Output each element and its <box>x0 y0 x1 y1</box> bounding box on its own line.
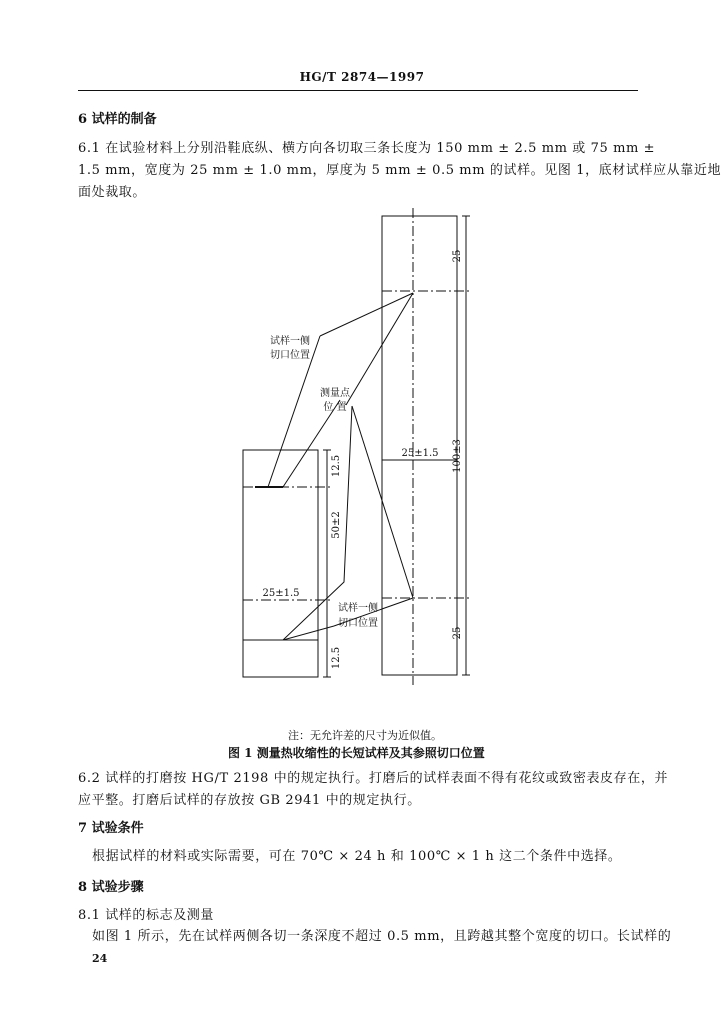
short-specimen-outline <box>243 450 318 677</box>
para-6-1-line-3: 面处裁取。 <box>78 185 147 200</box>
section-8-1-heading: 8.1 试样的标志及测量 <box>78 908 215 923</box>
page-number: 24 <box>92 952 108 965</box>
para-6-1-line-2: 1.5 mm，宽度为 25 mm ± 1.0 mm，厚度为 5 mm ± 0.5 mm 的试样。见图 1，底材试样应从靠近地 <box>78 163 722 178</box>
dim-long-top: 25 <box>452 249 463 263</box>
section-7-text: 根据试样的材料或实际需要，可在 70℃ × 24 h 和 100℃ × 1 h 这二个条件中选择。 <box>92 849 622 864</box>
dim-long-mid: 100±3 <box>452 439 463 473</box>
leader-cut-top-long <box>320 293 413 336</box>
dim-long-width: 25±1.5 <box>401 448 439 459</box>
dim-long-bottom: 25 <box>452 626 463 640</box>
section-8-text: 如图 1 所示，先在试样两侧各切一条深度不超过 0.5 mm，且跨越其整个宽度的切口。长试样的 <box>92 929 672 944</box>
section-7-heading: 7 试验条件 <box>78 821 144 836</box>
figure-caption: 图 1 测量热收缩性的长短试样及其参照切口位置 <box>228 746 485 760</box>
label-cut-bottom-2: 切口位置 <box>338 618 378 629</box>
label-cut-top-2: 切口位置 <box>270 350 310 361</box>
para-6-2-line-1: 6.2 试样的打磨按 HG/T 2198 中的规定执行。打磨后的试样表面不得有花纹或致密表皮存在，并 <box>78 771 669 786</box>
section-6-heading: 6 试样的制备 <box>78 112 157 127</box>
dim-short-width: 25±1.5 <box>262 588 300 599</box>
figure-note: 注：无允许差的尺寸为近似值。 <box>288 729 442 742</box>
label-cut-bottom-1: 试样一侧 <box>338 603 378 614</box>
leader-measure-long-top <box>346 293 413 405</box>
dim-short-mid: 50±2 <box>331 511 342 539</box>
dim-short-bottom: 12.5 <box>331 646 342 670</box>
para-6-2-line-2: 应平整。打磨后试样的存放按 GB 2941 中的规定执行。 <box>78 793 421 808</box>
page-header: HG/T 2874—1997 <box>299 70 425 84</box>
para-6-1-line-1: 6.1 在试验材料上分别沿鞋底纵、横方向各切取三条长度为 150 mm ± 2.5 mm 或 75 mm ± <box>78 141 656 156</box>
label-cut-top-1: 试样一侧 <box>270 336 310 347</box>
dim-short-top: 12.5 <box>331 454 342 478</box>
label-measure-1: 测量点 <box>320 388 350 399</box>
long-specimen-outline <box>382 216 457 675</box>
label-measure-2: 位 置 <box>323 402 347 413</box>
section-8-heading: 8 试验步骤 <box>78 880 144 895</box>
